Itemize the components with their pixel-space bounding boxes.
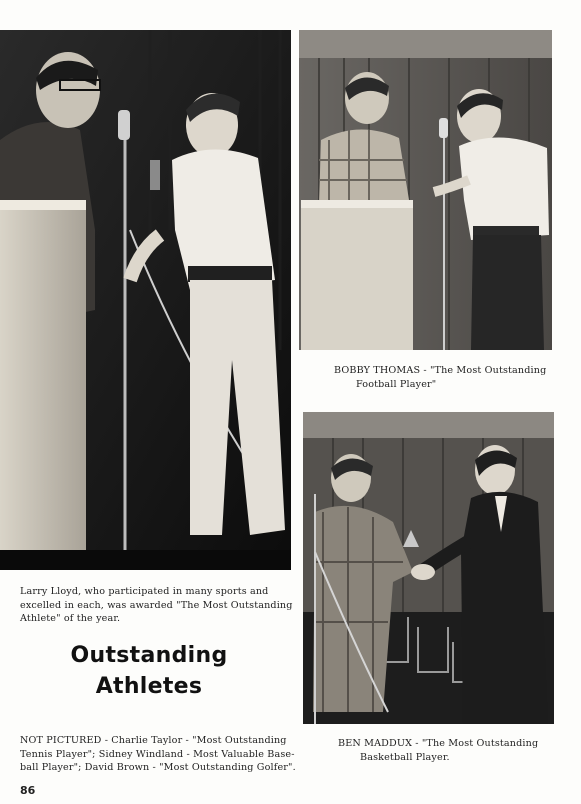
photo-bobby-thomas bbox=[299, 30, 552, 350]
caption-ben-maddux bbox=[338, 737, 558, 764]
headline-line-1: Outstanding bbox=[70, 643, 228, 668]
caption-bobby-thomas bbox=[334, 364, 554, 391]
caption-line: BOBBY THOMAS - "The Most Outstanding bbox=[334, 365, 547, 376]
caption-line: Football Player" bbox=[356, 378, 437, 390]
photo-larry-lloyd-image bbox=[0, 30, 291, 570]
caption-line: Basketball Player. bbox=[360, 751, 450, 763]
photo-bobby-thomas-image bbox=[299, 30, 552, 350]
caption-line: Larry Lloyd, who participated in many sports and bbox=[20, 586, 269, 597]
caption-line: excelled in each, was awarded "The Most Outstanding bbox=[20, 599, 293, 611]
photo-ben-maddux bbox=[303, 412, 554, 724]
caption-larry-lloyd bbox=[20, 585, 293, 626]
note-line: ball Player"; David Brown - "Most Outstanding Golfer". bbox=[20, 762, 296, 773]
photo-ben-maddux-image bbox=[303, 412, 554, 724]
photo-larry-lloyd bbox=[0, 30, 291, 570]
note-line: Tennis Player"; Sidney Windland - Most Valuable Base- bbox=[20, 748, 295, 760]
note-line: NOT PICTURED - Charlie Taylor - "Most Outstanding bbox=[20, 735, 287, 746]
not-pictured-note bbox=[20, 734, 296, 775]
page-headline bbox=[40, 640, 258, 702]
page-number: 86 bbox=[20, 784, 36, 797]
caption-line: Athlete" of the year. bbox=[20, 613, 121, 624]
caption-line: BEN MADDUX - "The Most Outstanding bbox=[338, 738, 539, 749]
headline-line-2: Athletes bbox=[95, 674, 203, 699]
